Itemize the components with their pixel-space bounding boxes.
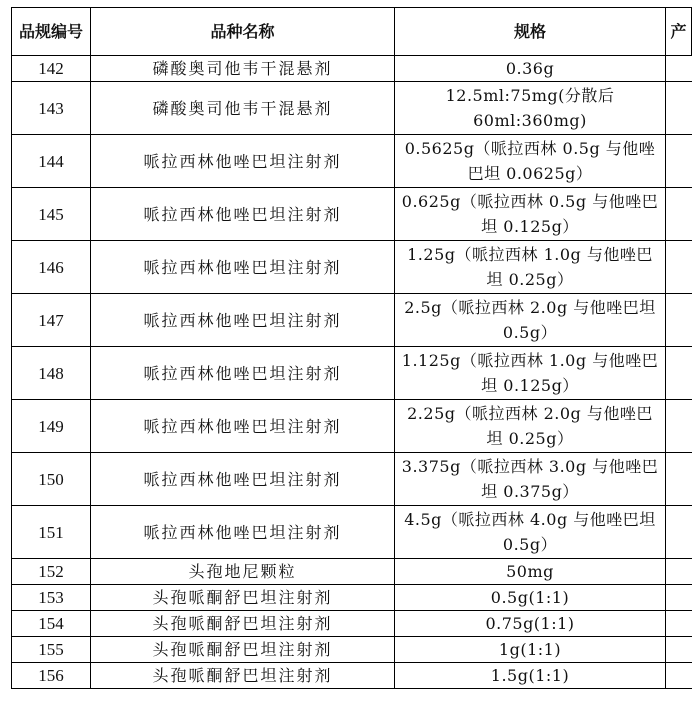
row-name: 哌拉西林他唑巴坦注射剂 bbox=[91, 453, 395, 506]
row-extra bbox=[666, 294, 692, 347]
table-row bbox=[12, 506, 692, 559]
row-spec: 0.5625g（哌拉西林 0.5g 与他唑巴坦 0.0625g） bbox=[395, 135, 666, 188]
row-spec: 3.375g（哌拉西林 3.0g 与他唑巴坦 0.375g） bbox=[395, 453, 666, 506]
row-code: 150 bbox=[12, 453, 91, 506]
row-extra bbox=[666, 585, 692, 611]
row-code: 152 bbox=[12, 559, 91, 585]
header-name: 品种名称 bbox=[91, 8, 395, 56]
row-extra bbox=[666, 400, 692, 453]
table-row bbox=[12, 611, 692, 637]
row-spec: 0.5g(1:1) bbox=[395, 585, 666, 611]
row-spec: 12.5ml:75mg(分散后60ml:360mg) bbox=[395, 82, 666, 135]
row-spec: 1.5g(1:1) bbox=[395, 663, 666, 689]
row-name: 头孢哌酮舒巴坦注射剂 bbox=[91, 585, 395, 611]
row-extra bbox=[666, 241, 692, 294]
row-extra bbox=[666, 188, 692, 241]
row-name: 哌拉西林他唑巴坦注射剂 bbox=[91, 188, 395, 241]
row-name: 头孢哌酮舒巴坦注射剂 bbox=[91, 663, 395, 689]
row-spec: 0.75g(1:1) bbox=[395, 611, 666, 637]
row-spec: 2.5g（哌拉西林 2.0g 与他唑巴坦 0.5g） bbox=[395, 294, 666, 347]
header-spec: 规格 bbox=[395, 8, 666, 56]
row-extra bbox=[666, 453, 692, 506]
row-extra bbox=[666, 559, 692, 585]
table-row bbox=[12, 453, 692, 506]
table-row bbox=[12, 294, 692, 347]
row-extra bbox=[666, 56, 692, 82]
row-code: 142 bbox=[12, 56, 91, 82]
table-header-row bbox=[12, 8, 692, 56]
table-row bbox=[12, 559, 692, 585]
row-extra bbox=[666, 663, 692, 689]
row-name: 头孢地尼颗粒 bbox=[91, 559, 395, 585]
header-code: 品规编号 bbox=[12, 8, 91, 56]
row-spec: 1g(1:1) bbox=[395, 637, 666, 663]
row-name: 哌拉西林他唑巴坦注射剂 bbox=[91, 241, 395, 294]
row-name: 磷酸奥司他韦干混悬剂 bbox=[91, 56, 395, 82]
row-extra bbox=[666, 611, 692, 637]
table-body bbox=[12, 56, 692, 689]
row-code: 154 bbox=[12, 611, 91, 637]
row-code: 148 bbox=[12, 347, 91, 400]
row-extra bbox=[666, 82, 692, 135]
row-name: 哌拉西林他唑巴坦注射剂 bbox=[91, 135, 395, 188]
row-name: 哌拉西林他唑巴坦注射剂 bbox=[91, 506, 395, 559]
table-row bbox=[12, 585, 692, 611]
row-name: 哌拉西林他唑巴坦注射剂 bbox=[91, 294, 395, 347]
row-spec: 4.5g（哌拉西林 4.0g 与他唑巴坦 0.5g） bbox=[395, 506, 666, 559]
row-code: 147 bbox=[12, 294, 91, 347]
row-name: 磷酸奥司他韦干混悬剂 bbox=[91, 82, 395, 135]
table-row bbox=[12, 56, 692, 82]
row-spec: 50mg bbox=[395, 559, 666, 585]
row-extra bbox=[666, 347, 692, 400]
table-row bbox=[12, 637, 692, 663]
table-row bbox=[12, 82, 692, 135]
row-spec: 0.625g（哌拉西林 0.5g 与他唑巴坦 0.125g） bbox=[395, 188, 666, 241]
row-extra bbox=[666, 135, 692, 188]
row-name: 哌拉西林他唑巴坦注射剂 bbox=[91, 347, 395, 400]
table-row bbox=[12, 347, 692, 400]
row-code: 145 bbox=[12, 188, 91, 241]
row-spec: 0.36g bbox=[395, 56, 666, 82]
table-row bbox=[12, 188, 692, 241]
row-code: 144 bbox=[12, 135, 91, 188]
row-code: 143 bbox=[12, 82, 91, 135]
row-code: 151 bbox=[12, 506, 91, 559]
row-code: 156 bbox=[12, 663, 91, 689]
row-code: 153 bbox=[12, 585, 91, 611]
row-spec: 2.25g（哌拉西林 2.0g 与他唑巴坦 0.25g） bbox=[395, 400, 666, 453]
drug-spec-table-container bbox=[11, 7, 691, 689]
row-extra bbox=[666, 506, 692, 559]
row-name: 哌拉西林他唑巴坦注射剂 bbox=[91, 400, 395, 453]
table-row bbox=[12, 663, 692, 689]
row-code: 146 bbox=[12, 241, 91, 294]
row-code: 155 bbox=[12, 637, 91, 663]
row-name: 头孢哌酮舒巴坦注射剂 bbox=[91, 637, 395, 663]
table-row bbox=[12, 135, 692, 188]
row-spec: 1.125g（哌拉西林 1.0g 与他唑巴坦 0.125g） bbox=[395, 347, 666, 400]
row-code: 149 bbox=[12, 400, 91, 453]
header-extra: 产 bbox=[666, 8, 692, 56]
table-row bbox=[12, 241, 692, 294]
row-extra bbox=[666, 637, 692, 663]
row-spec: 1.25g（哌拉西林 1.0g 与他唑巴坦 0.25g） bbox=[395, 241, 666, 294]
row-name: 头孢哌酮舒巴坦注射剂 bbox=[91, 611, 395, 637]
drug-spec-table bbox=[11, 7, 692, 689]
table-row bbox=[12, 400, 692, 453]
